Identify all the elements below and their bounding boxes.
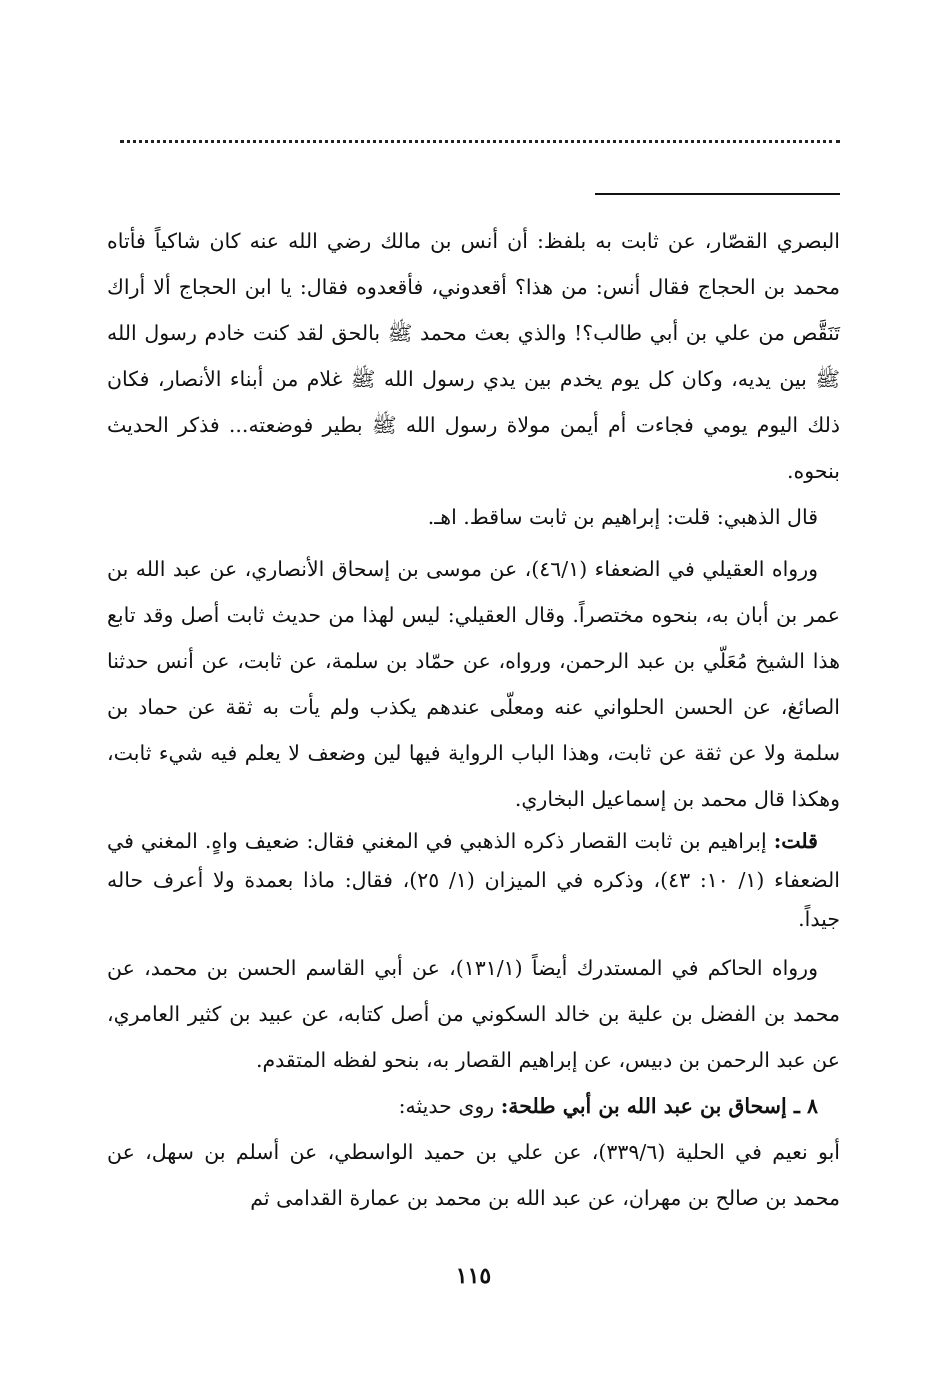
footnote-text-block xyxy=(107,218,840,1221)
narrator-name: إسحاق بن عبد الله بن أبي طلحة: xyxy=(500,1094,794,1118)
paragraph-4 xyxy=(107,822,840,939)
page-number: ١١٥ xyxy=(455,1263,492,1289)
paragraph-4-lead: قلت: xyxy=(773,829,818,853)
paragraph-6-body: روى حديثه: xyxy=(398,1094,501,1118)
paragraph-7: أبو نعيم في الحلية (٣٣٩/٦)، عن علي بن حميد الواسطي، عن أسلم بن سهل، عن محمد بن صالح بن مهران، عن عبد الله بن محمد بن عمارة القدامى ثم xyxy=(107,1140,840,1210)
dotted-separator xyxy=(120,140,840,143)
paragraph-3: ورواه العقيلي في الضعفاء (٤٦/١)، عن موسى بن إسحاق الأنصاري، عن عبد الله بن عمر بن أبان به، بنحوه مختصراً. وقال العقيلي: ليس لهذا من حديث ثابت أصل وقد تابع هذا الشيخ مُعَلّي بن عبد الرحمن، ورواه، عن حمّاد بن سلمة، عن ثابت، عن أنس حدثنا الصائغ، عن الحسن الحلواني عنه ومعلّى عندهم يكذب ولم يأت به ثقة عن حماد بن سلمة ولا عن ثقة عن ثابت، وهذا الباب الرواية فيها لين وضعف لا يعلم فيه شيء ثابت، وهكذا قال محمد بن إسماعيل البخاري. xyxy=(107,557,841,811)
paragraph-6-heading xyxy=(107,1083,840,1129)
paragraph-5: ورواه الحاكم في المستدرك أيضاً (١٣١/١)، عن أبي القاسم الحسن بن محمد، عن محمد بن الفضل بن علية بن خالد السكوني من أصل كتابه، عن عبيد بن كثير العامري، عن عبد الرحمن بن دبيس، عن إبراهيم القصار به، بنحو لفظه المتقدم. xyxy=(107,956,840,1072)
item-number: ٨ ـ xyxy=(793,1094,818,1118)
paragraph-4-body: إبراهيم بن ثابت القصار ذكره الذهبي في المغني فقال: ضعيف واهٍ. المغني في الضعفاء (١/ ١٠: ٤٣)، وذكره في الميزان (١/ ٢٥)، فقال: ماذا بعمدة ولا أعرف حاله جيداً. xyxy=(107,829,840,931)
paragraph-1: البصري القصّار، عن ثابت به بلفظ: أن أنس بن مالك رضي الله عنه كان شاكياً فأتاه محمد بن الحجاج فقال أنس: من هذا؟ أقعدوني، فأقعدوه فقال: يا ابن الحجاج ألا أراك تَنَقَّص من علي بن أبي طالب؟! والذي بعث محمد ﷺ بالحق لقد كنت خادم رسول الله ﷺ بين يديه، وكان كل يوم يخدم بين يدي رسول الله ﷺ غلام من أبناء الأنصار، فكان ذلك اليوم يومي فجاءت أم أيمن مولاة رسول الله ﷺ بطير فوضعته... فذكر الحديث بنحوه. xyxy=(107,229,840,483)
footnote-rule xyxy=(595,193,840,195)
paragraph-2: قال الذهبي: قلت: إبراهيم بن ثابت ساقط. اهـ. xyxy=(427,505,818,529)
